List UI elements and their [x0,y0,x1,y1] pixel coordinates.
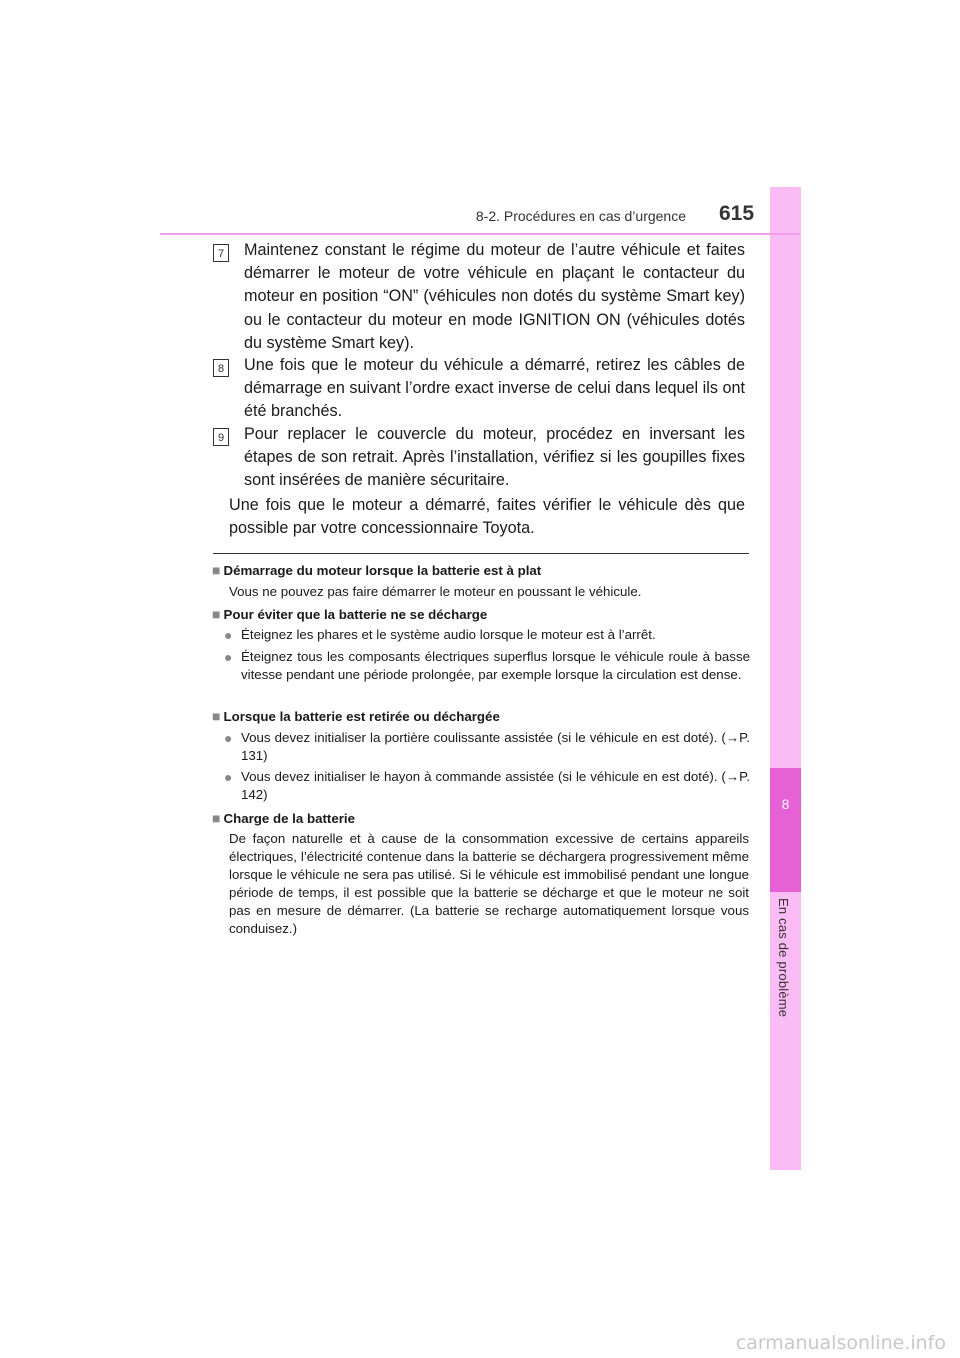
note-heading-text: Démarrage du moteur lorsque la batterie est à plat [223,563,542,578]
note-heading [212,561,750,580]
list-item [224,729,750,765]
list-item [224,768,750,804]
round-bullet-icon: ● [224,627,233,643]
separator-rule [213,553,749,554]
closing-paragraph: Une fois que le moteur a démarré, faites vérifier le véhicule dès que possible par votre concessionnaire Toyota. [229,496,745,538]
page-number: 615 [719,202,755,225]
note-heading [212,809,750,828]
chapter-sidebar [770,187,801,1170]
round-bullet-icon: ● [224,649,233,665]
square-bullet-icon: ■ [212,810,221,826]
square-bullet-icon: ■ [212,562,221,578]
chapter-title: En cas de problème [776,898,791,1018]
step-text: Une fois que le moteur du véhicule a démarré, retirez les câbles de démarrage en suivant l’ordre exact inverse de celui dans lequel ils ont été branchés. [244,356,745,421]
note-text: Vous ne pouvez pas faire démarrer le moteur en poussant le véhicule. [229,584,642,599]
step-text: Pour replacer le couvercle du moteur, procédez en inversant les étapes de son retrait. Après l’installation, vérifiez si les goupilles fixes sont insérées de manière sécuritaire. [244,425,745,490]
list-item-text: Vous devez initialiser la portière coulissante assistée (si le véhicule en est doté). (→P. 131) [241,730,750,763]
header-rule [160,233,800,235]
note-heading-text: Lorsque la batterie est retirée ou déchargée [223,709,500,724]
note-heading-text: Charge de la batterie [223,811,356,826]
step-number-badge: 7 [213,244,229,262]
list-item-text: Vous devez initialiser le hayon à commande assistée (si le véhicule en est doté). (→P. 142) [241,769,750,802]
square-bullet-icon: ■ [212,606,221,622]
list-item-text: Éteignez tous les composants électriques superflus lorsque le véhicule roule à basse vitesse pendant une période prolongée, par exemple lorsque la circulation est dense. [241,649,750,682]
note-heading-text: Pour éviter que la batterie ne se décharge [223,607,488,622]
note-heading [212,605,750,624]
round-bullet-icon: ● [224,769,233,785]
note-heading [212,707,750,726]
list-item-text: Éteignez les phares et le système audio lorsque le moteur est à l’arrêt. [241,627,656,642]
section-title: 8-2. Procédures en cas d’urgence [475,208,686,224]
round-bullet-icon: ● [224,730,233,746]
chapter-number: 8 [781,796,790,812]
step-text: Maintenez constant le régime du moteur de l’autre véhicule et faites démarrer le moteur de votre véhicule en plaçant le contacteur du moteur en position “ON” (véhicules non dotés du système Smart key) ou le contacteur du moteur en mode IGNITION ON (véhicules dotés du système Smart key). [244,241,745,352]
list-item [224,626,750,644]
square-bullet-icon: ■ [212,708,221,724]
list-item [224,648,750,684]
note-text: De façon naturelle et à cause de la consommation excessive de certains appareils électriques, l’électricité contenue dans la batterie se déchargera progressivement même lorsque le véhicule ne sera pas utilisé. Si le véhicule est immobilisé pendant une longue période de temps, il est possible que la batterie se décharge et que le moteur ne soit pas en mesure de démarrer. (La batterie se recharge automatiquement lorsque vous conduisez.) [229,831,749,936]
step-number-badge: 9 [213,428,229,446]
chapter-tab [770,768,801,892]
step-number-badge: 8 [213,359,229,377]
watermark-text: carmanualsonline.info [735,1332,946,1354]
